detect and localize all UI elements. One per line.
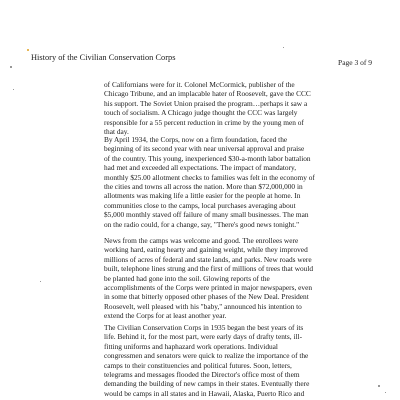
text-line: communities close to the camps, local purchases averaging about — [104, 200, 296, 210]
paragraph — [104, 323, 362, 398]
text-line: fitting uniforms and haphazard work operations. Individual — [104, 341, 278, 351]
text-line: allotments was making life a little easier for the people at home. In — [104, 191, 301, 201]
text-line: on the radio could, for a change, say, "There's good news tonight." — [104, 219, 300, 229]
ink-mark — [27, 49, 29, 51]
document-title: History of the Civilian Conservation Corps — [31, 53, 176, 62]
text-line: The Civilian Conservation Corps in 1935 began the best years of its — [104, 323, 304, 332]
text-line: of Californians were for it. Colonel McCormick, publisher of the — [104, 80, 295, 89]
text-line: monthly $25.00 allotment checks to families was felt in the economy of — [104, 172, 315, 182]
text-line: By April 1934, the Corps, now on a firm foundation, faced the — [104, 135, 288, 144]
text-line: congressmen and senators were quick to realize the importance of the — [104, 351, 309, 361]
text-line: telegrams and messages flooded the Director's office most of them — [104, 370, 300, 380]
scan-speck — [385, 392, 386, 393]
scan-speck — [40, 281, 41, 282]
text-line: working hard, eating hearty and gaining weight, while they improved — [104, 245, 308, 255]
text-line: Roosevelt, well pleased with his "baby," announced his intention to — [104, 301, 302, 311]
paragraph — [104, 236, 362, 321]
scan-speck — [283, 47, 284, 48]
text-line: News from the camps was welcome and good. The enrollees were — [104, 236, 299, 245]
text-line: beginning of its second year with near universal approval and praise — [104, 144, 305, 154]
text-line: in some that bitterly opposed other phases of the New Deal. President — [104, 292, 309, 302]
text-line: responsible for a 55 percent reduction in crime by the young men of — [104, 117, 304, 127]
text-line: millions of acres of federal and state lands, and parks. New roads were — [104, 254, 312, 264]
text-line: the cities and towns all across the nation. More than $72,000,000 in — [104, 182, 303, 192]
scan-speck — [13, 89, 14, 90]
paragraph — [104, 135, 362, 229]
scan-speck — [10, 66, 12, 68]
text-line: that day. — [104, 127, 129, 137]
text-line: $5,000 monthly staved off failure of many small businesses. The man — [104, 210, 309, 220]
text-line: his support. The Soviet Union praised the program…perhaps it saw a — [104, 98, 308, 108]
page-number: Page 3 of 9 — [338, 58, 372, 67]
text-line: built, telephone lines strung and the first of millions of trees that would — [104, 264, 314, 274]
text-line: accomplishments of the Corps were printed in major newspapers, even — [104, 283, 313, 293]
text-line: demanding the building of new camps in their states. Eventually there — [104, 379, 310, 389]
text-line: touch of socialism. A Chicago judge thought the CCC was largely — [104, 108, 298, 118]
text-line: life. Behind it, for the most part, were early days of drafty tents, ill- — [104, 332, 303, 342]
text-line: camps to their constituencies and political futures. Soon, letters, — [104, 360, 292, 370]
text-line: Chicago Tribune, and an implacable hater of Roosevelt, gave the CCC — [104, 89, 311, 99]
text-line: extend the Corps for at least another year. — [104, 311, 227, 321]
text-line: of the country. This young, inexperienced $30-a-month labor battalion — [104, 153, 311, 163]
text-line: had met and exceeded all expectations. The impact of mandatory, — [104, 163, 297, 173]
paragraph — [104, 80, 362, 136]
scan-speck — [378, 385, 380, 387]
text-line: would be camps in all states and in Hawaii, Alaska, Puerto Rico and — [104, 388, 305, 398]
text-line: be planted had gone into the soil. Glowing reports of the — [104, 273, 270, 283]
